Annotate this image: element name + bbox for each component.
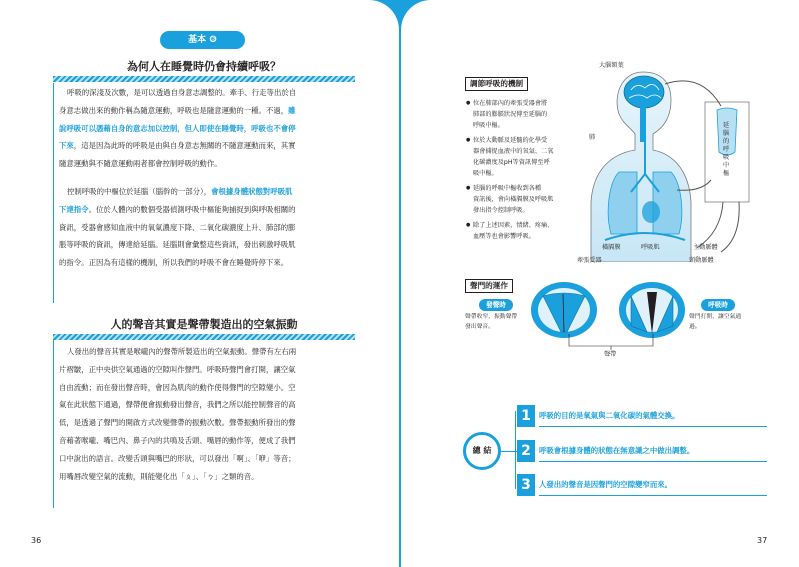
bullet-line: 資訊後，會向橫膈膜及呼吸肌 <box>473 196 554 203</box>
summary-text: 呼吸會根據身體的狀態在無意識之中做出調整。 <box>539 446 695 455</box>
section1-title: 為何人在睡覺時仍會持續呼吸？ <box>127 60 281 73</box>
bullet-line: 化碳濃度及pH等資訊傳至呼 <box>473 159 550 166</box>
summary-underline <box>539 495 767 496</box>
s2-line: 自由流動；而在發出聲音時，會因為肌肉的動作使得聲門的空隙變小。空 <box>59 382 296 392</box>
left-page <box>0 0 399 567</box>
bullet-item <box>473 135 583 179</box>
summary-item <box>517 440 767 462</box>
summary-num: 3 <box>517 474 535 496</box>
section2-body <box>59 343 359 485</box>
s2-line: 口中說出的語言。改變舌頭與嘴巴的形狀，可以發出「啊」、「咿」等音； <box>59 453 296 463</box>
heart-icon <box>642 201 660 223</box>
bullet-line: 吸中樞。 <box>473 170 498 177</box>
bullet-line: ● 除了上述因素，情緒、疼痛、 <box>473 222 554 229</box>
page-number-left: 36 <box>31 536 42 545</box>
s2-line: 氣在此狀態下通過，聲帶便會振動發出聲音，我們之所以能控制聲音的高 <box>59 400 296 410</box>
right-page <box>401 0 799 567</box>
p1-line2: 身意志做出來的動作稱為隨意運動，呼吸也是隨意運動的一種。不過， <box>59 105 289 115</box>
p1-line3-highlight: 說呼吸可以憑藉自身的意志加以控制，但人即使在睡覺時，呼吸也不會停 <box>59 123 296 133</box>
p1-line5: 隨意運動與不隨意運動兩者都會控制呼吸的動作。 <box>59 159 222 169</box>
s2-line: 人發出的聲音其實是喉嚨內的聲帶所製造出的空氣振動。聲帶有左右兩 <box>67 347 297 356</box>
breath-desc <box>689 312 741 332</box>
label-vocal-cords: 聲帶 <box>604 351 617 358</box>
p2-line2: 。位於人體內的數個受器偵測呼吸中樞能夠捕捉到與呼吸相關的 <box>88 204 296 214</box>
speak-desc-line: 聲帶收窄，振動聲帶 <box>465 314 518 320</box>
bullet-line: ● 位於大動脈及延髓的化學受 <box>473 137 548 144</box>
section-badge: 基本 ❻ <box>160 31 245 49</box>
label-carotid: 頸動脈體 <box>689 257 714 264</box>
summary-underline <box>539 426 767 427</box>
summary-item <box>517 405 767 427</box>
breath-pill: 呼吸時 <box>701 299 735 311</box>
brain-icon <box>624 76 664 108</box>
p2-line5: 的指令。正因為有這樣的機制，所以我們的呼吸不會在睡覺時停下來。 <box>59 258 289 268</box>
section1-rule <box>53 83 54 303</box>
label-lung: 肺 <box>589 134 596 141</box>
bullet-line: 呼吸中樞。 <box>473 122 504 129</box>
breath-desc-line: 聲門打開，讓空氣通 <box>689 314 742 320</box>
s2-line: 低，是透過了聲門的開啟方式改變聲帶的振動次數。聲帶振動所發出的聲 <box>59 418 296 428</box>
summary-bracket <box>515 411 516 489</box>
page-number-right: 37 <box>757 536 768 545</box>
section2-title-bar <box>53 334 355 340</box>
p2-line2-highlight: 下達指令 <box>59 204 89 214</box>
summary-label: 總 結 <box>463 432 501 470</box>
bullet-line: 器會捕捉血液中的氧氣、二氧 <box>473 148 554 155</box>
p2-line3: 資訊，受器會感知血液中的氧氣濃度下降、二氧化碳濃度上升、肺部的膨 <box>59 222 296 232</box>
label-diaphragm: 橫膈膜 <box>602 244 621 251</box>
summary-item <box>517 474 767 496</box>
speak-desc <box>465 312 517 332</box>
summary-num: 2 <box>517 440 535 462</box>
bullet-line: 發出指令控制呼吸。 <box>473 207 529 214</box>
label-cortex: 大腦額葉 <box>599 62 624 69</box>
breath-desc-line: 過。 <box>689 324 701 330</box>
label-resp-muscle: 呼吸肌 <box>641 244 660 251</box>
chapter-tab: 第1章 認識不可思議的人體 <box>785 14 797 102</box>
bullet-line: ● 位在肺部內的牽張受器會將 <box>473 100 548 107</box>
section2-header <box>53 316 355 340</box>
p2-line1-highlight: 會根據身體狀態對呼吸肌 <box>211 186 293 196</box>
label-aorta: 主動脈體 <box>693 244 718 251</box>
glottis-speak-diagram <box>529 280 599 340</box>
p1-line2-highlight: 雖 <box>288 105 296 115</box>
label-stretch: 牽張受器 <box>577 257 602 264</box>
signal-arrow <box>721 202 739 252</box>
glottis-breath-diagram <box>617 280 687 340</box>
summary-num: 1 <box>517 405 535 427</box>
diagram1-bullets <box>473 98 583 242</box>
bullet-item <box>473 183 583 216</box>
s2-line: 用嘴唇改變空氣的流動，則能變化出「ㄆ」、「ㄅ」之類的音。 <box>59 471 259 481</box>
summary-text: 人發出的聲音是因聲門的空隙變窄而來。 <box>539 480 673 489</box>
label-medulla: 延腦的呼吸中樞 <box>723 122 730 177</box>
p2-line4: 脹等呼吸的資訊，傳達給延腦。延腦則會彙整這些資訊，發出刺激呼吸肌 <box>59 240 296 250</box>
s2-line: 音藉著喉嚨、嘴巴內、鼻子內的共鳴及舌頭、嘴唇的動作等，便成了我們 <box>59 435 296 445</box>
s2-line: 片褶皺，正中央供空氣通過的空隙叫作聲門。呼吸時聲門會打開，讓空氣 <box>59 364 296 374</box>
section1-header <box>53 58 355 82</box>
bullet-line: 血壓等也會影響呼吸。 <box>473 233 535 240</box>
diagram1-title: 調節呼吸的機制 <box>465 77 528 91</box>
p1-line1: 呼吸的深淺及次數，是可以透過自身意志調整的。牽手、行走等出於自 <box>67 88 297 97</box>
section2-title: 人的聲音其實是聲帶製造出的空氣振動 <box>110 318 298 331</box>
section2-rule <box>53 340 54 508</box>
section1-body <box>59 84 359 272</box>
section1-title-bar <box>53 76 355 82</box>
summary-underline <box>539 461 767 462</box>
p2-line1: 控制呼吸的中樞位於延腦（腦幹的一部分）， <box>67 186 212 196</box>
p1-line4: ，這是因為此時的呼吸是由與自身意志無關的不隨意運動而來，其實 <box>73 141 296 151</box>
bullet-item <box>473 220 583 242</box>
speak-desc-line: 發出聲音。 <box>465 324 494 330</box>
bullet-line: ● 延腦的呼吸中樞收到各種 <box>473 185 542 192</box>
p1-line4-highlight: 下來 <box>59 141 74 151</box>
bullet-line: 肺部的膨脹狀況傳至延腦的 <box>473 111 548 118</box>
bullet-item <box>473 98 583 131</box>
speak-pill: 發聲時 <box>479 299 513 311</box>
diagram2-title: 聲門的運作 <box>465 279 513 293</box>
summary-text: 呼吸的目的是氧氣與二氧化碳的氣體交換。 <box>539 411 680 420</box>
